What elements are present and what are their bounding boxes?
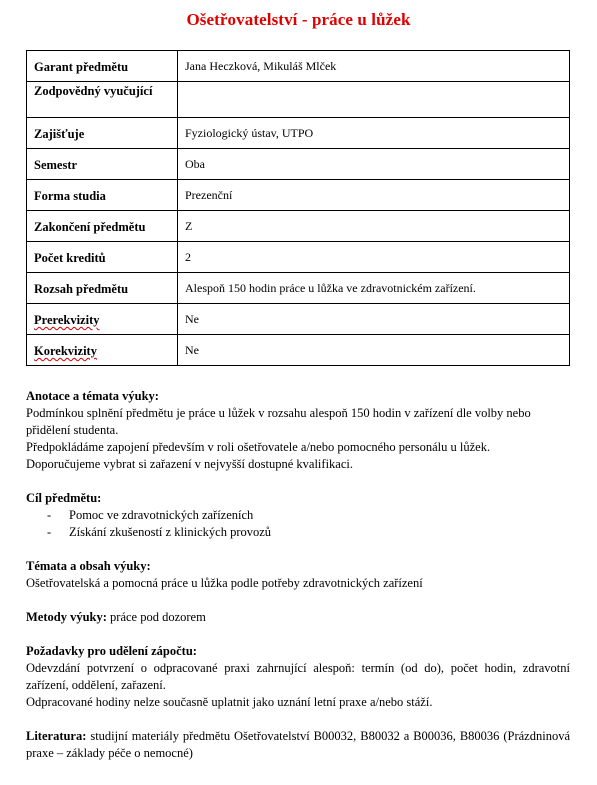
course-info-table [26,50,570,366]
pozadavky-heading: Požadavky pro udělení zápočtu: [26,644,197,658]
metody-paragraph [26,609,570,626]
table-value: Oba [178,149,570,180]
temata-text: Ošetřovatelská a pomocná práce u lůžka podle potřeby zdravotnických zařízení [26,576,423,590]
anotace-line: Podmínkou splnění předmětu je práce u lůžek v rozsahu alespoň 150 hodin v zařízení dle volby nebo přidělení studenta. [26,406,531,437]
table-row-forma [27,180,570,211]
table-row-zodpovedny [27,82,570,118]
dash-bullet: - [47,525,52,539]
metody-text: práce pod dozorem [106,610,206,624]
table-value: 2 [178,242,570,273]
list-item [47,507,570,524]
table-row-semestr [27,149,570,180]
table-key: Zodpovědný vyučující [27,82,178,118]
pozadavky-line: Odpracované hodiny nelze současně uplatnit jako uznání letní praxe a/nebo stáží. [26,695,433,709]
cil-list [26,507,570,541]
literatura-paragraph [26,728,570,762]
course-description [26,388,570,762]
table-row-garant [27,51,570,82]
list-item-text: Získání zkušeností z klinických provozů [69,525,272,539]
page-title: Ošetřovatelství - práce u lůžek [186,10,411,29]
table-key [27,304,178,335]
list-item [47,524,570,541]
pozadavky-line: Odevzdání potvrzení o odpracované praxi zahrnující alespoň: termín (od do), počet hodin, zdravotní zařízení, oddělení, zařazení. [26,661,570,692]
table-value: Fyziologický ústav, UTPO [178,118,570,149]
table-value: Jana Heczková, Mikuláš Mlček [178,51,570,82]
table-row-rozsah [27,273,570,304]
table-key: Zakončení předmětu [27,211,178,242]
anotace-line: Předpokládáme zapojení především v roli ošetřovatele a/nebo pomocného personálu u lůžek. [26,440,491,454]
literatura-text: studijní materiály předmětu Ošetřovatelství B00032, B80032 a B00036, B80036 (Prázdninová praxe – základy péče o nemocné) [26,729,570,760]
anotace-line: Doporučujeme vybrat si zařazení v nejvyšší dostupné kvalifikaci. [26,457,353,471]
metody-label: Metody výuky: [26,610,107,624]
temata-heading: Témata a obsah výuky: [26,559,151,573]
table-value: Prezenční [178,180,570,211]
table-key: Forma studia [27,180,178,211]
table-value: Ne [178,304,570,335]
table-row-kredity [27,242,570,273]
table-value: Ne [178,335,570,366]
prerekvizity-label: Prerekvizity [34,313,100,327]
cil-heading: Cíl předmětu: [26,491,102,505]
table-key: Garant předmětu [27,51,178,82]
table-key: Rozsah předmětu [27,273,178,304]
table-value: Z [178,211,570,242]
anotace-heading: Anotace a témata výuky: [26,389,159,403]
table-key: Zajišťuje [27,118,178,149]
table-key: Semestr [27,149,178,180]
korekvizity-label: Korekvizity [34,344,97,358]
table-row-zakonceni [27,211,570,242]
literatura-label: Literatura: [26,729,87,743]
dash-bullet: - [47,508,52,522]
table-value: Alespoň 150 hodin práce u lůžka ve zdravotnickém zařízení. [178,273,570,304]
table-row-korekvizity [27,335,570,366]
list-item-text: Pomoc ve zdravotnických zařízeních [69,508,254,522]
table-row-prerekvizity [27,304,570,335]
table-row-zajistuje [27,118,570,149]
table-value [178,82,570,118]
table-key: Počet kreditů [27,242,178,273]
table-key [27,335,178,366]
